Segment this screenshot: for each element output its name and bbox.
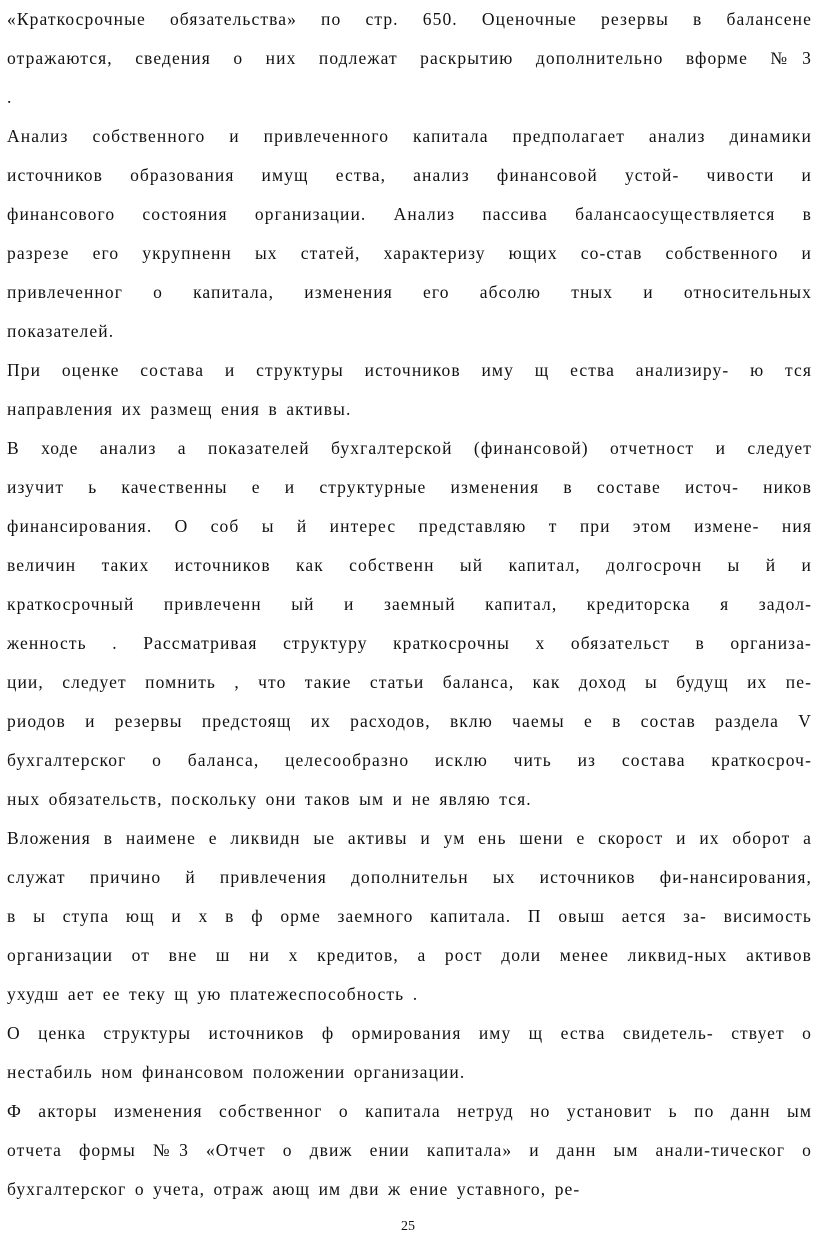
text-line: источников образования имущ ества, анализ финансовой устой- чивости и [7, 165, 812, 185]
text-line: привлеченног о капитала, изменения его абсолю тных и относительных [7, 282, 812, 302]
text-line: направления их размещ ения в активы. [7, 399, 352, 419]
text-line: При оценке состава и структуры источников иму щ ества анализиру- ю тся [7, 360, 812, 380]
text-line: показателей. [7, 321, 115, 341]
text-line: Ф акторы изменения собственног о капитала нетруд но установит ь по данн ым [7, 1101, 812, 1121]
text-line: в ы ступа ющ и х в ф орме заемного капитала. П овыш ается за- висимость [7, 906, 812, 926]
text-line: величин таких источников как собственн ый капитал, долгосрочн ы й и [7, 555, 812, 575]
text-line: ных обязательств, поскольку они таков ым и не являю тся. [7, 789, 532, 809]
text-line: финансирования. О соб ы й интерес представляю т при этом измене- ния [7, 516, 812, 536]
text-line: отражаются, сведения о них подлежат раскрытию дополнительно вформе №3 [7, 48, 812, 68]
text-line: ухудш ает ее теку щ ую платежеспособность . [7, 984, 419, 1004]
text-line: служат причино й привлечения дополнительн ых источников фи-нансирования, [7, 867, 812, 887]
text-line: «Краткосрочные обязательства» по стр. 650. Оценочные резервы в балансене [7, 9, 812, 29]
text-line: нестабиль ном финансовом положении организации. [7, 1062, 466, 1082]
text-line: организации от вне ш ни х кредитов, а рост доли менее ликвид-ных активов [7, 945, 812, 965]
text-line: изучит ь качественны е и структурные изменения в составе источ- ников [7, 477, 812, 497]
text-line: разрезе его укрупненн ых статей, характеризу ющих со-став собственного и [7, 243, 812, 263]
text-line: бухгалтерског о учета, отраж ающ им дви ж ение уставного, ре- [7, 1179, 581, 1199]
text-line: ции, следует помнить , что такие статьи баланса, как доход ы будущ их пе- [7, 672, 812, 692]
text-line: краткосрочный привлеченн ый и заемный капитал, кредиторска я задол- [7, 594, 812, 614]
text-line: Вложения в наимене е ликвидн ые активы и ум ень шени е скорост и их оборот а [7, 828, 812, 848]
text-line: отчета формы №3 «Отчет о движ ении капитала» и данн ым анали-тическог о [7, 1140, 812, 1160]
text-line: риодов и резервы предстоящ их расходов, вклю чаемы е в состав раздела V [7, 711, 812, 731]
text-line: женность . Рассматривая структуру краткосрочны х обязательст в организа- [7, 633, 812, 653]
page-number: 25 [401, 1219, 415, 1234]
text-line: финансового состояния организации. Анализ пассива балансаосуществляется в [7, 204, 812, 224]
text-line: В ходе анализ а показателей бухгалтерской (финансовой) отчетност и следует [7, 438, 812, 458]
text-line: О ценка структуры источников ф ормирования иму щ ества свидетель- ствует о [7, 1023, 812, 1043]
text-line: бухгалтерског о баланса, целесообразно исклю чить из состава краткосроч- [7, 750, 812, 770]
text-line: Анализ собственного и привлеченного капитала предполагает анализ динамики [7, 126, 812, 146]
body-text [7, 0, 812, 1209]
text-line: . [7, 87, 13, 107]
